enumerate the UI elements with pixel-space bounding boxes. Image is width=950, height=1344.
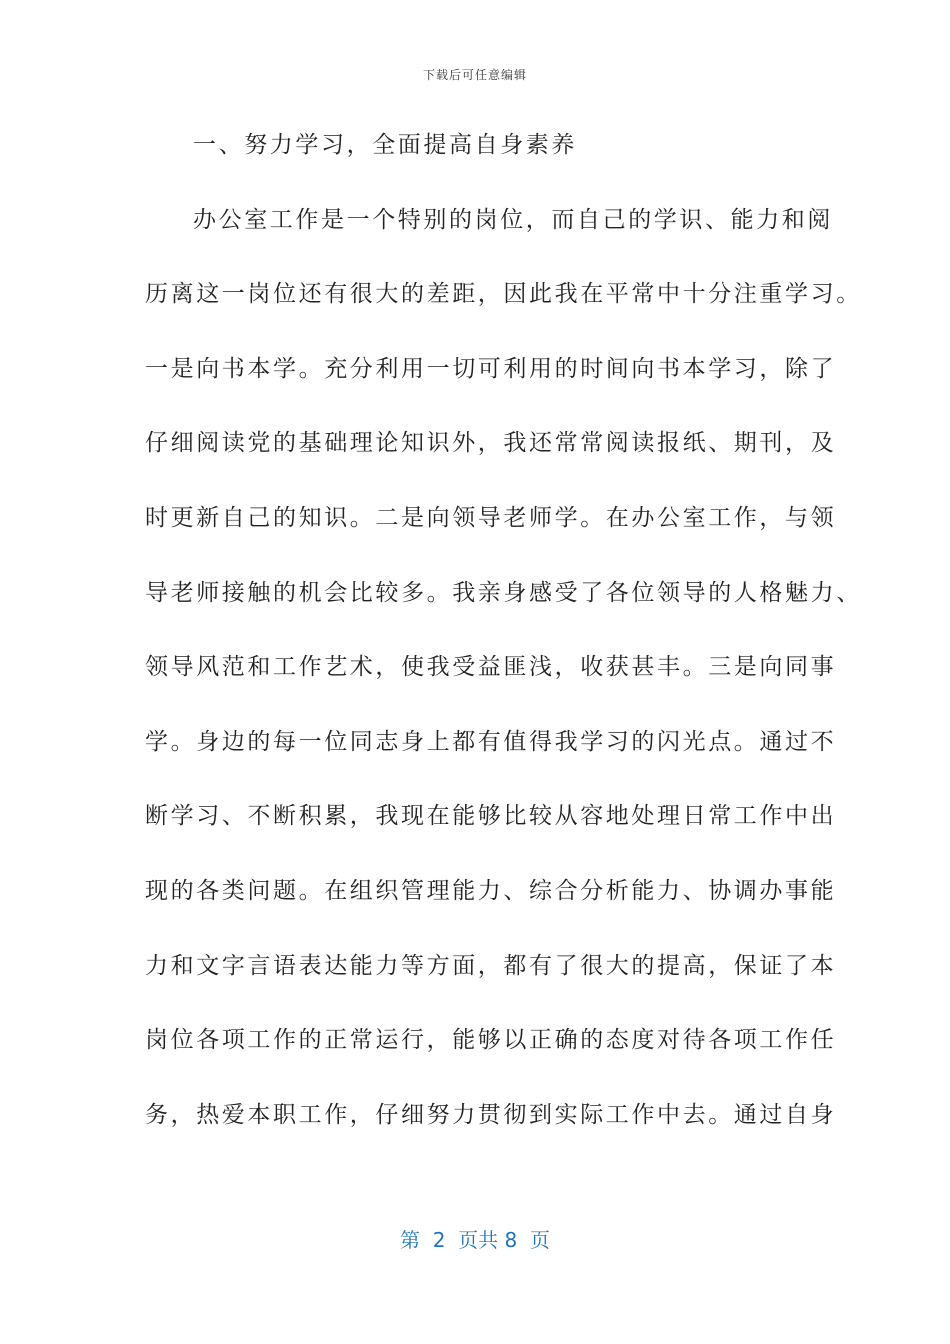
paragraph-line: 岗位各项工作的正常运行，能够以正确的态度对待各项工作任 bbox=[145, 1027, 837, 1054]
paragraph-line: 领导风范和工作艺术，使我受益匪浅，收获甚丰。三是向同事 bbox=[145, 654, 837, 681]
paragraph-line: 历离这一岗位还有很大的差距，因此我在平常中十分注重学习。 bbox=[145, 281, 862, 308]
section-heading: 一、努力学习，全面提高自身素养 bbox=[193, 132, 577, 158]
paragraph-line: 时更新自己的知识。二是向领导老师学。在办公室工作，与领 bbox=[145, 504, 837, 531]
paragraph-line: 断学习、不断积累，我现在能够比较从容地处理日常工作中出 bbox=[145, 803, 837, 830]
document-body bbox=[145, 120, 862, 1164]
paragraph-line: 导老师接触的机会比较多。我亲身感受了各位领导的人格魅力、 bbox=[145, 579, 862, 606]
paragraph-line: 现的各类问题。在组织管理能力、综合分析能力、协调办事能 bbox=[145, 877, 837, 904]
paragraph-line: 仔细阅读党的基础理论知识外，我还常常阅读报纸、期刊，及 bbox=[145, 430, 837, 457]
page-number: 第 2 页共 8 页 bbox=[400, 1228, 550, 1252]
paragraph-line: 务，热爱本职工作，仔细努力贯彻到实际工作中去。通过自身 bbox=[145, 1101, 837, 1128]
paragraph-line: 力和文字言语表达能力等方面，都有了很大的提高，保证了本 bbox=[145, 952, 837, 979]
paragraph-line: 一是向书本学。充分利用一切可利用的时间向书本学习，除了 bbox=[145, 355, 837, 382]
header-note: 下载后可任意编辑 bbox=[422, 68, 527, 82]
paragraph-line: 学。身边的每一位同志身上都有值得我学习的闪光点。通过不 bbox=[145, 728, 837, 755]
paragraph-line: 办公室工作是一个特别的岗位，而自己的学识、能力和阅 bbox=[193, 206, 833, 233]
